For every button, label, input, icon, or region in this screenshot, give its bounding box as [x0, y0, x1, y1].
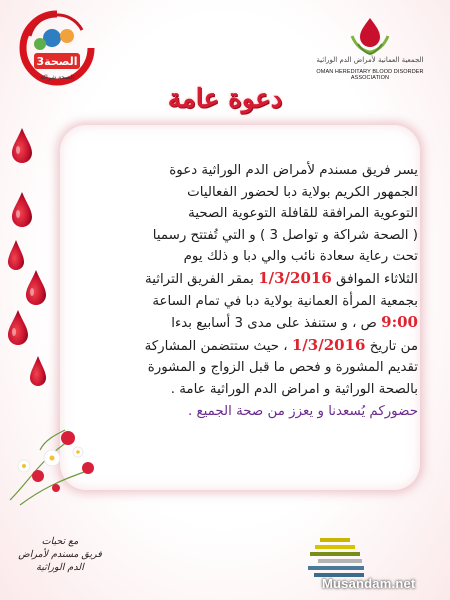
body-line: التوعوية المرافقة للقافلة التوعوية الصحية: [188, 206, 418, 222]
closing-line: حضوركم يُسعدنا و يعزز من صحة الجميع .: [187, 403, 418, 419]
body-line-date: [80, 268, 418, 291]
blood-drop-icons: [0, 120, 60, 420]
association-name-arabic: الجمعية العمانية لأمراض الدم الوراثية: [316, 56, 424, 64]
start-date: 1/3/2016: [291, 335, 366, 354]
duration-text: ص ، و ستنفذ على مدى 3 أسابيع بدءا: [171, 316, 377, 332]
invitation-title: دعوة عامة: [167, 84, 283, 114]
event-time: 9:00: [381, 313, 418, 332]
campaign-logo-subtext: الصحة شراكة: [40, 74, 74, 81]
body-line: تقديم المشورة و فحص ما قبل الزواج و المشورة: [147, 360, 418, 376]
campaign-logo-graphic: [12, 8, 102, 88]
body-line: الجمهور الكريم بولاية دبا لحضور الفعاليات: [187, 184, 418, 200]
body-line: ( الصحة شراكة و تواصل 3 ) و التي تُفتتح رسميا: [152, 227, 418, 243]
campaign-logo-text: الصحة3: [36, 55, 78, 68]
event-date: 1/3/2016: [258, 268, 332, 287]
team-signature: [10, 535, 110, 574]
association-logo: [300, 14, 440, 84]
participation-text: ، حيث ستتضمن المشاركة: [144, 338, 288, 354]
body-line: يسر فريق مسندم لأمراض الدم الوراثية دعوة: [169, 163, 418, 178]
signature-line: الدم الوراثية: [36, 562, 84, 573]
day-text: الثلاثاء الموافق: [336, 271, 418, 287]
invitation-body: [80, 160, 418, 422]
signature-line: فريق مسندم لأمراض: [18, 549, 102, 560]
association-emblem-icon: [300, 14, 440, 56]
blood-drops-decoration: [0, 120, 60, 420]
watermark-logo-icon: [300, 528, 380, 583]
association-name-english: OMAN HEREDITARY BLOOD DISORDER ASSOCIATION: [316, 69, 424, 81]
health-campaign-logo: [12, 8, 102, 88]
body-line: تحت رعاية سعادة نائب والي دبا و ذلك يوم: [183, 249, 418, 265]
body-line: بجمعية المرأة العمانية بولاية دبا في تمام الساعة: [152, 293, 418, 309]
flower-icons: [0, 400, 120, 510]
signature-line: مع تحيات: [41, 536, 79, 547]
body-line-start: [80, 335, 418, 358]
body-line-time: [80, 312, 418, 335]
venue-text: بمقر الفريق التراثية: [145, 271, 254, 287]
from-text: من تاريخ: [369, 338, 418, 354]
body-line: بالصحة الوراثية و امراض الدم الوراثية عامة .: [170, 381, 418, 397]
flowers-decoration: [0, 400, 120, 510]
watermark-text: Musandam.net: [322, 576, 416, 591]
